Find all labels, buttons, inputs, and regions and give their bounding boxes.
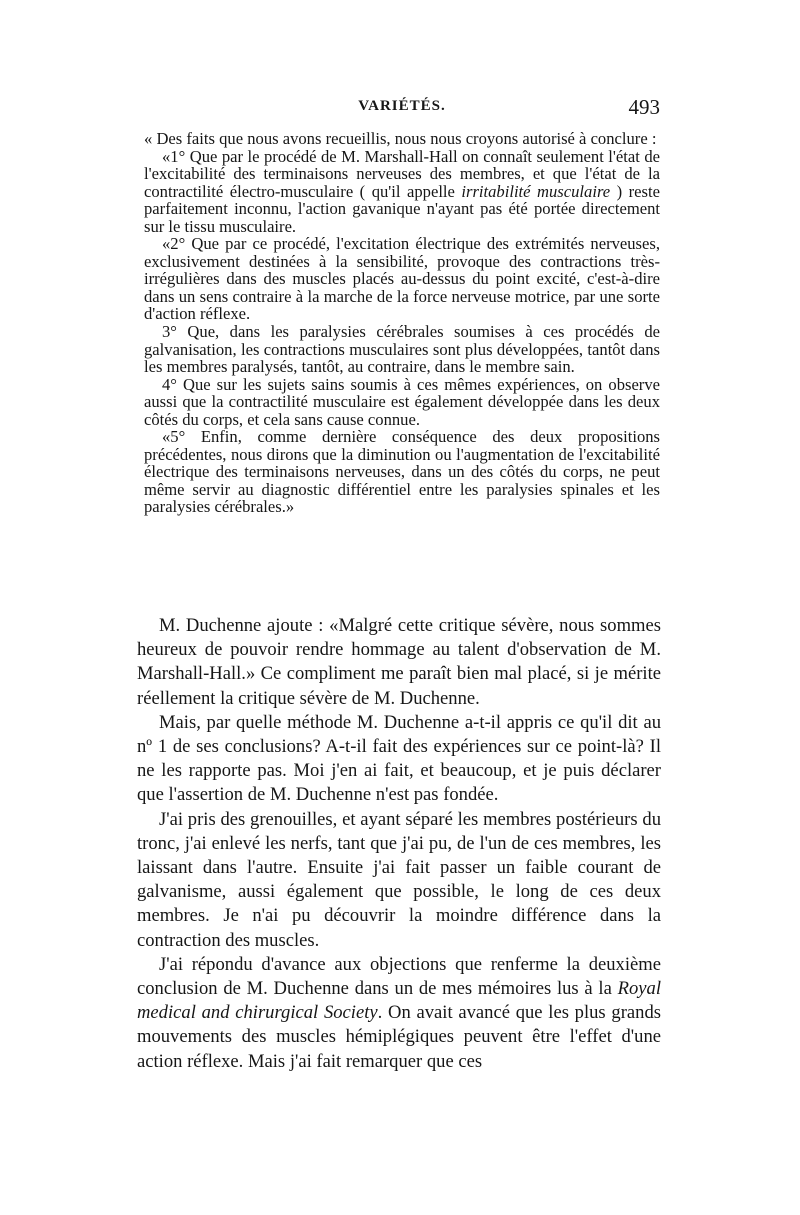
body-paragraph-4-text-b: . On avait avancé que les plus grands mouvements des muscles hémiplégiques peuvent être l'effet d'une action réflexe. Mais j'ai fait remarquer que ces — [137, 1002, 661, 1072]
page-number: 493 — [628, 95, 660, 119]
page-header — [144, 95, 660, 120]
quote-intro: « Des faits que nous avons recueillis, nous nous croyons autorisé à conclure : — [144, 129, 657, 148]
running-head: VARIÉTÉS. — [358, 98, 446, 114]
quoted-conclusions — [144, 130, 660, 516]
conclusion-3: 3° Que, dans les paralysies cérébrales soumises à ces procédés de galvanisation, les contractions musculaires sont plus développées, tantôt dans les membres paralysés, tantôt, au contraire, dans le membre sain. — [144, 322, 660, 377]
conclusion-4: 4° Que sur les sujets sains soumis à ces mêmes expériences, on observe aussi que la contractilité musculaire est également développée dans les deux côtés du corps, et cela sans cause connue. — [144, 374, 660, 429]
body-paragraph-3: J'ai pris des grenouilles, et ayant séparé les membres postérieurs du tronc, j'ai enlevé les nerfs, tant que j'ai pu, de l'un de ces membres, les laissant dans l'autre. Ensuite j'ai fait passer un faible courant de galvanisme, aussi également que possible, le long de ces deux membres. Je n'ai pu découvrir la moindre différence dans la contraction des muscles. — [137, 808, 661, 951]
body-paragraph-4 — [137, 953, 661, 1074]
conclusion-1-italic: irritabilité musculaire — [461, 181, 611, 201]
conclusion-1-text-b: ) reste parfaitement inconnu, l'action gavanique n'ayant pas été portée directement sur le tissu musculaire. — [144, 181, 660, 236]
body-paragraph-1: M. Duchenne ajoute : «Malgré cette critique sévère, nous sommes heureux de pouvoir rendre hommage au talent d'observation de M. Marshall-Hall.» Ce compliment me paraît bien mal placé, si je mérite réellement la critique sévère de M. Duchenne. — [137, 615, 661, 709]
society-name: Royal medical and chirurgical Society — [137, 978, 661, 1024]
conclusion-5: «5° Enfin, comme dernière conséquence des deux propositions précédentes, nous dirons que la diminution ou l'augmentation de l'excitabilité électrique des terminaisons nerveuses, dans un des côtés du corps, ne peut même servir au diagnostic différentiel entre les paralysies spinales et les paralysies cérébrales.» — [144, 427, 660, 517]
body-paragraph-4-text-a: J'ai répondu d'avance aux objections que renferme la deuxième conclusion de M. Duchenne dans un de mes mémoires lus à la — [137, 953, 661, 1000]
conclusion-2: «2° Que par ce procédé, l'excitation électrique des extrémités nerveuses, exclusivement destinées à la sensibilité, provoque des contractions très-irrégulières dans des muscles placés au-dessus du point excité, c'est-à-dire dans un sens contraire à la marche de la force nerveuse motrice, par une sorte d'action réflexe. — [144, 234, 660, 324]
body-paragraph-2: Mais, par quelle méthode M. Duchenne a-t-il appris ce qu'il dit au nº 1 de ses conclusions? A-t-il fait des expériences sur ce point-là? Il ne les rapporte pas. Moi j'en ai fait, et beaucoup, et je puis déclarer que l'assertion de M. Duchenne n'est pas fondée. — [137, 711, 661, 806]
body-text — [137, 614, 661, 1074]
conclusion-1-text-a: «1° Que par le procédé de M. Marshall-Hall on connaît seulement l'état de l'excitabilité des terminaisons nerveuses des membres, et que l'état de la contractilité électro-musculaire ( qu'il appelle — [144, 146, 660, 201]
conclusion-1 — [144, 148, 660, 236]
